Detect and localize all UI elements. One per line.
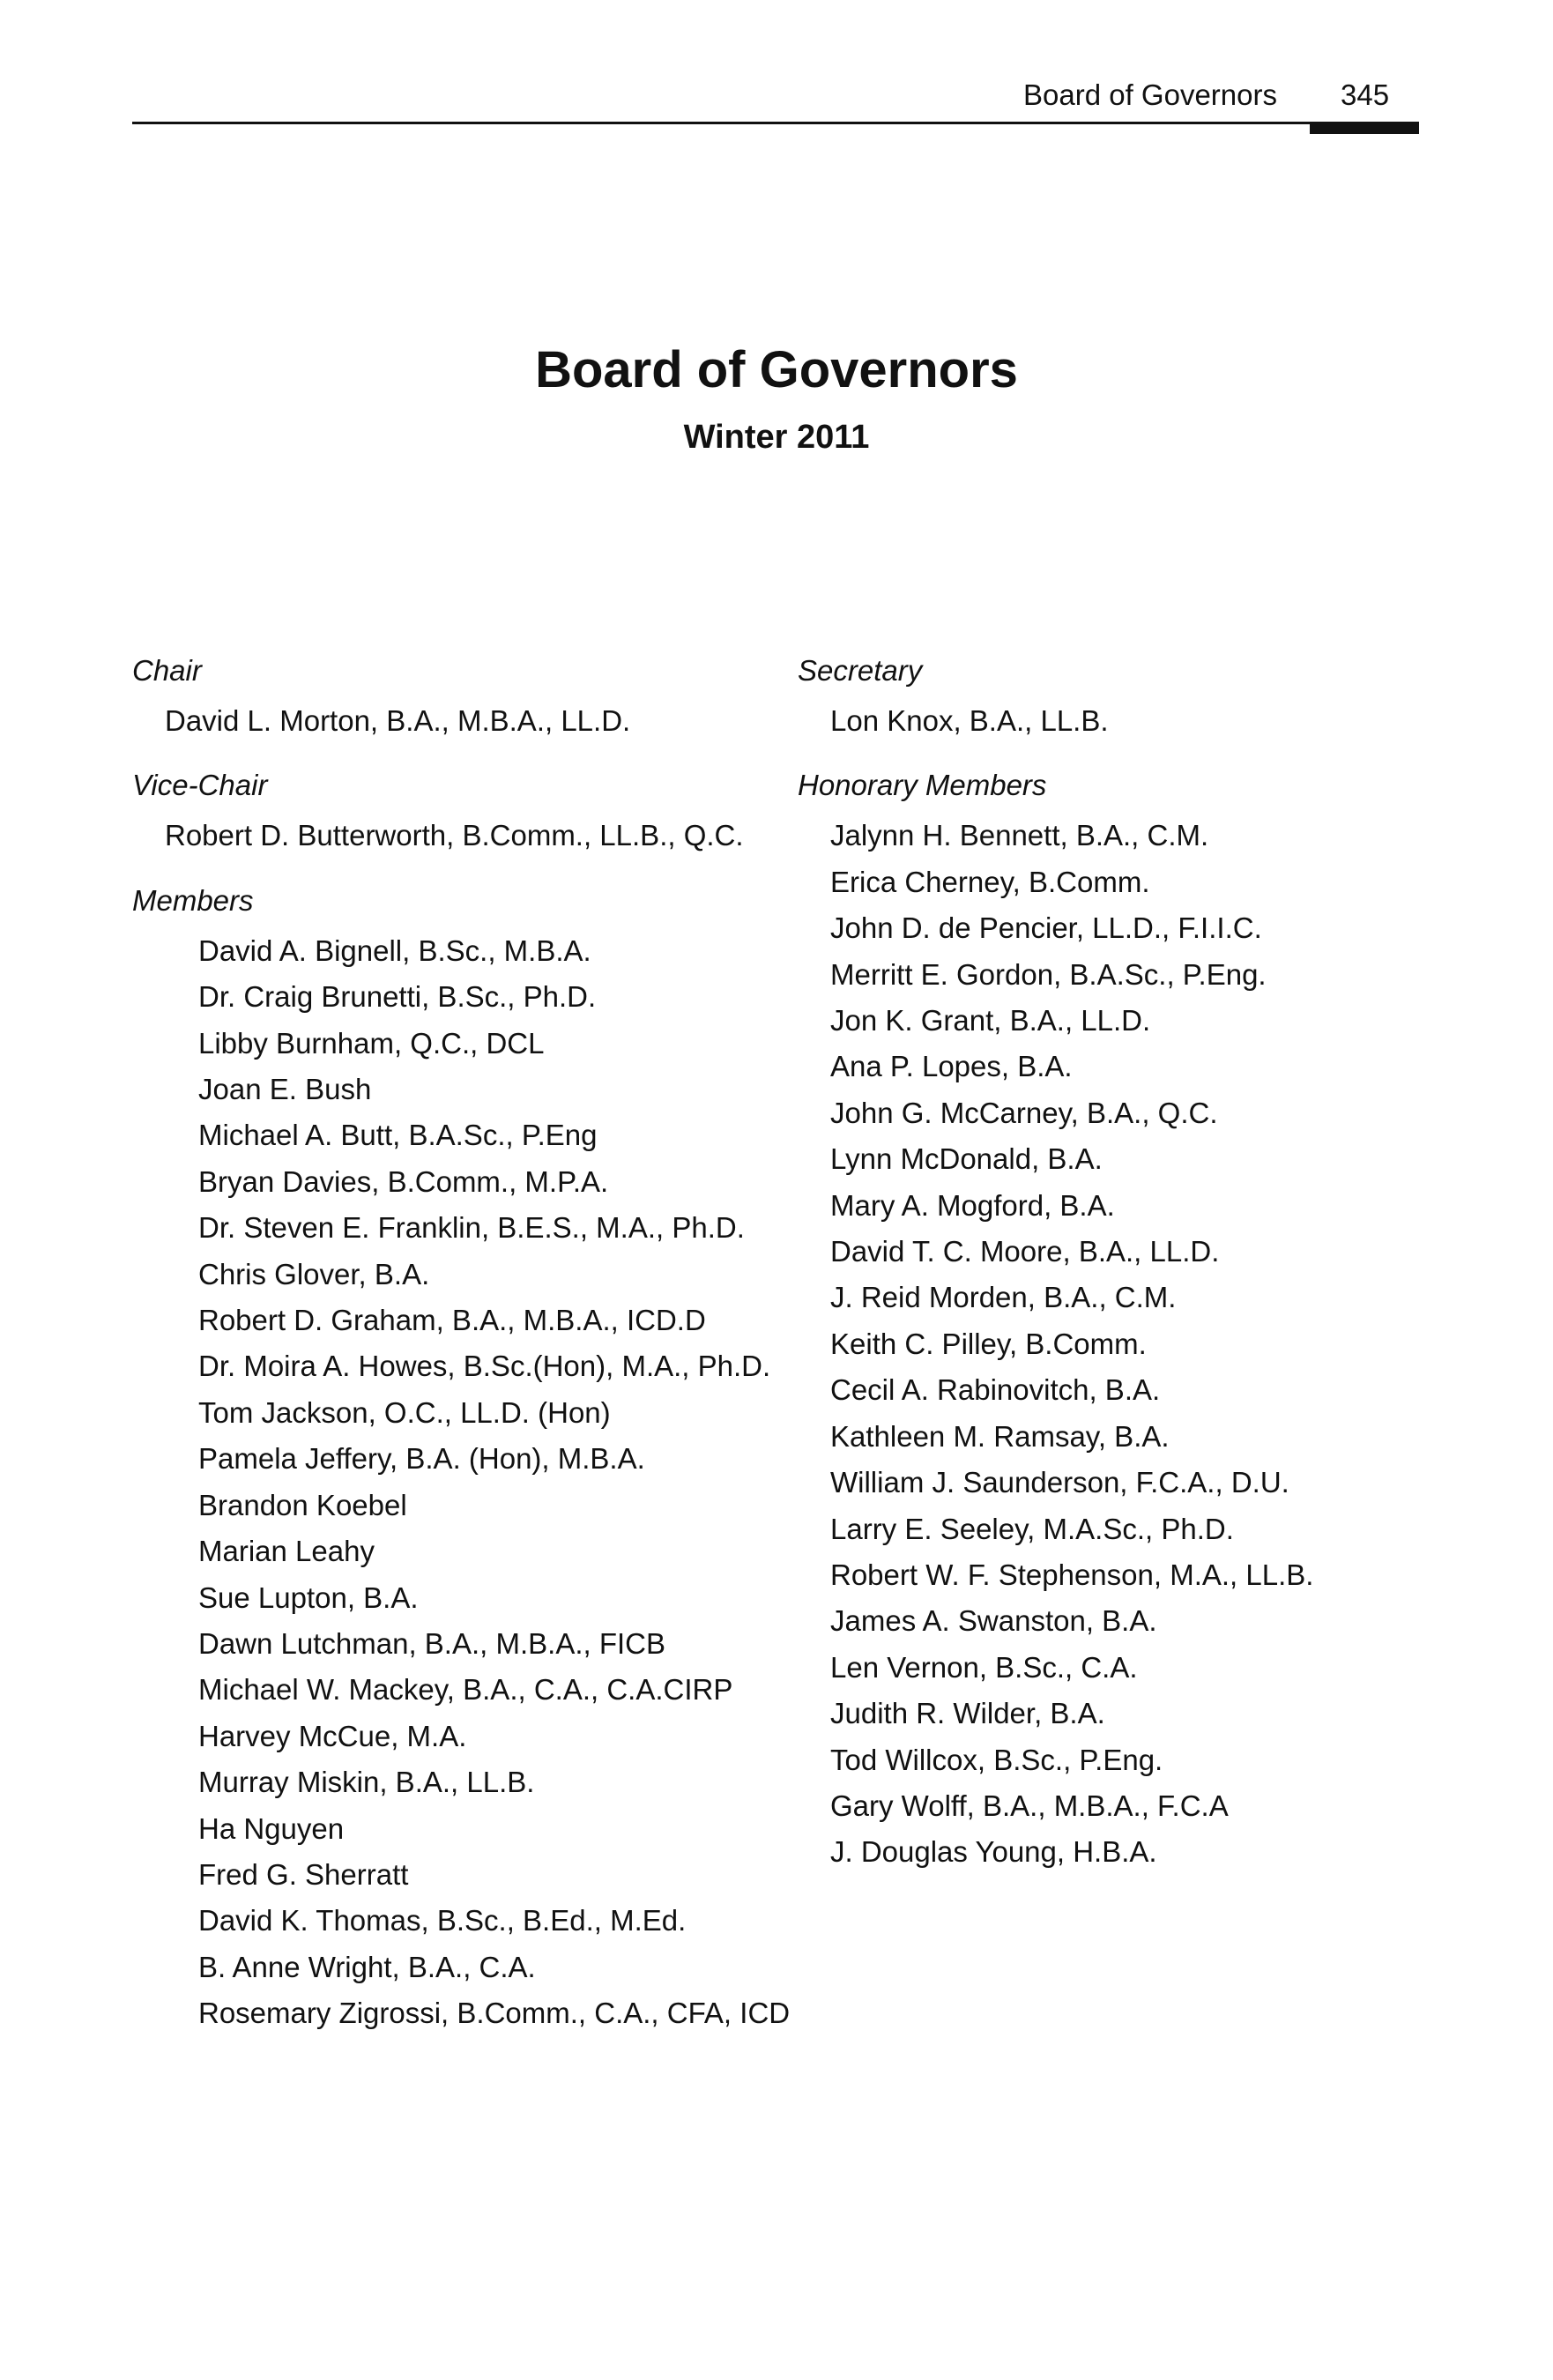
- honorary-member-name: Erica Cherney, B.Comm.: [830, 865, 1150, 898]
- secretary-label: Secretary: [798, 654, 923, 687]
- honorary-member-name: Keith C. Pilley, B.Comm.: [830, 1327, 1147, 1360]
- honorary-member-name: Judith R. Wilder, B.A.: [830, 1697, 1105, 1730]
- member-name: Chris Glover, B.A.: [198, 1257, 430, 1290]
- members-label: Members: [132, 883, 254, 917]
- member-name: Brandon Koebel: [198, 1488, 407, 1521]
- vice-chair-list: [132, 813, 767, 859]
- chair-section: [132, 652, 767, 744]
- member-name: Robert D. Graham, B.A., M.B.A., ICD.D: [198, 1304, 706, 1337]
- title-block: [0, 339, 1553, 457]
- member-name: Libby Burnham, Q.C., DCL: [198, 1026, 545, 1060]
- honorary-member-name: Len Vernon, B.Sc., C.A.: [830, 1650, 1138, 1684]
- member-name: Tom Jackson, O.C., LL.D. (Hon): [198, 1395, 611, 1429]
- right-column: [798, 652, 1432, 1899]
- honorary-member-name: Gary Wolff, B.A., M.B.A., F.C.A: [830, 1789, 1229, 1822]
- member-name: B. Anne Wright, B.A., C.A.: [198, 1950, 536, 1983]
- chair-name: David L. Morton, B.A., M.B.A., LL.D.: [165, 704, 631, 737]
- member-name: David A. Bignell, B.Sc., M.B.A.: [198, 933, 591, 967]
- member-name: Rosemary Zigrossi, B.Comm., C.A., CFA, ICD: [198, 1997, 791, 2030]
- secretary-section: [798, 652, 1432, 744]
- member-name: Pamela Jeffery, B.A. (Hon), M.B.A.: [198, 1442, 645, 1476]
- running-head-section: Board of Governors: [1023, 78, 1277, 111]
- secretary-list: [798, 698, 1432, 744]
- honorary-members-section: [798, 767, 1432, 1875]
- honorary-member-name: Kathleen M. Ramsay, B.A.: [830, 1419, 1170, 1453]
- member-name: Sue Lupton, B.A.: [198, 1580, 419, 1614]
- honorary-member-name: Cecil A. Rabinovitch, B.A.: [830, 1373, 1161, 1407]
- honorary-member-name: Lynn McDonald, B.A.: [830, 1142, 1103, 1176]
- honorary-member-name: J. Douglas Young, H.B.A.: [830, 1835, 1157, 1869]
- honorary-member-name: Tod Willcox, B.Sc., P.Eng.: [830, 1743, 1163, 1776]
- secretary-name: Lon Knox, B.A., LL.B.: [830, 704, 1109, 737]
- member-name: David K. Thomas, B.Sc., B.Ed., M.Ed.: [198, 1904, 687, 1937]
- member-name: Dawn Lutchman, B.A., M.B.A., FICB: [198, 1626, 666, 1660]
- honorary-member-name: John G. McCarney, B.A., Q.C.: [830, 1096, 1218, 1129]
- member-name: Harvey McCue, M.A.: [198, 1719, 467, 1752]
- member-name: Bryan Davies, B.Comm., M.P.A.: [198, 1164, 609, 1198]
- member-name: Marian Leahy: [198, 1535, 375, 1568]
- honorary-member-name: Jon K. Grant, B.A., LL.D.: [830, 1004, 1151, 1038]
- honorary-members-label: Honorary Members: [798, 769, 1047, 802]
- honorary-member-name: John D. de Pencier, LL.D., F.I.I.C.: [830, 911, 1262, 945]
- member-name: Joan E. Bush: [198, 1073, 372, 1106]
- member-name: Dr. Moira A. Howes, B.Sc.(Hon), M.A., Ph.D.: [198, 1350, 771, 1383]
- page-number-tab: [1310, 122, 1419, 134]
- honorary-member-name: William J. Saunderson, F.C.A., D.U.: [830, 1466, 1289, 1499]
- honorary-member-name: Merritt E. Gordon, B.A.Sc., P.Eng.: [830, 957, 1267, 991]
- members-list: [132, 928, 791, 2037]
- honorary-member-name: James A. Swanston, B.A.: [830, 1604, 1157, 1638]
- vice-chair-label: Vice-Chair: [132, 769, 268, 802]
- page-number: 345: [1341, 78, 1390, 111]
- vice-chair-section: [132, 767, 767, 859]
- chair-label: Chair: [132, 654, 202, 687]
- member-name: Dr. Craig Brunetti, B.Sc., Ph.D.: [198, 980, 597, 1014]
- honorary-member-name: Ana P. Lopes, B.A.: [830, 1050, 1073, 1083]
- honorary-member-name: J. Reid Morden, B.A., C.M.: [830, 1281, 1177, 1314]
- chair-list: [132, 698, 767, 744]
- member-name: Michael A. Butt, B.A.Sc., P.Eng: [198, 1119, 598, 1152]
- honorary-member-name: David T. C. Moore, B.A., LL.D.: [830, 1235, 1220, 1268]
- members-section: [132, 882, 791, 2037]
- page-subtitle: Winter 2011: [683, 419, 870, 456]
- left-column: [132, 652, 791, 2060]
- member-name: Ha Nguyen: [198, 1811, 345, 1845]
- member-name: Fred G. Sherratt: [198, 1857, 409, 1891]
- honorary-members-list: [798, 813, 1432, 1875]
- member-name: Murray Miskin, B.A., LL.B.: [198, 1766, 535, 1799]
- vice-chair-name: Robert D. Butterworth, B.Comm., LL.B., Q.C.: [165, 819, 744, 852]
- running-head: [0, 0, 1553, 141]
- page-title: Board of Governors: [535, 341, 1018, 398]
- honorary-member-name: Jalynn H. Bennett, B.A., C.M.: [830, 819, 1209, 852]
- honorary-member-name: Larry E. Seeley, M.A.Sc., Ph.D.: [830, 1512, 1234, 1545]
- member-name: Dr. Steven E. Franklin, B.E.S., M.A., Ph.D.: [198, 1211, 745, 1245]
- header-rule: [132, 122, 1419, 124]
- member-name: Michael W. Mackey, B.A., C.A., C.A.CIRP: [198, 1673, 733, 1707]
- honorary-member-name: Mary A. Mogford, B.A.: [830, 1188, 1115, 1222]
- honorary-member-name: Robert W. F. Stephenson, M.A., LL.B.: [830, 1558, 1314, 1591]
